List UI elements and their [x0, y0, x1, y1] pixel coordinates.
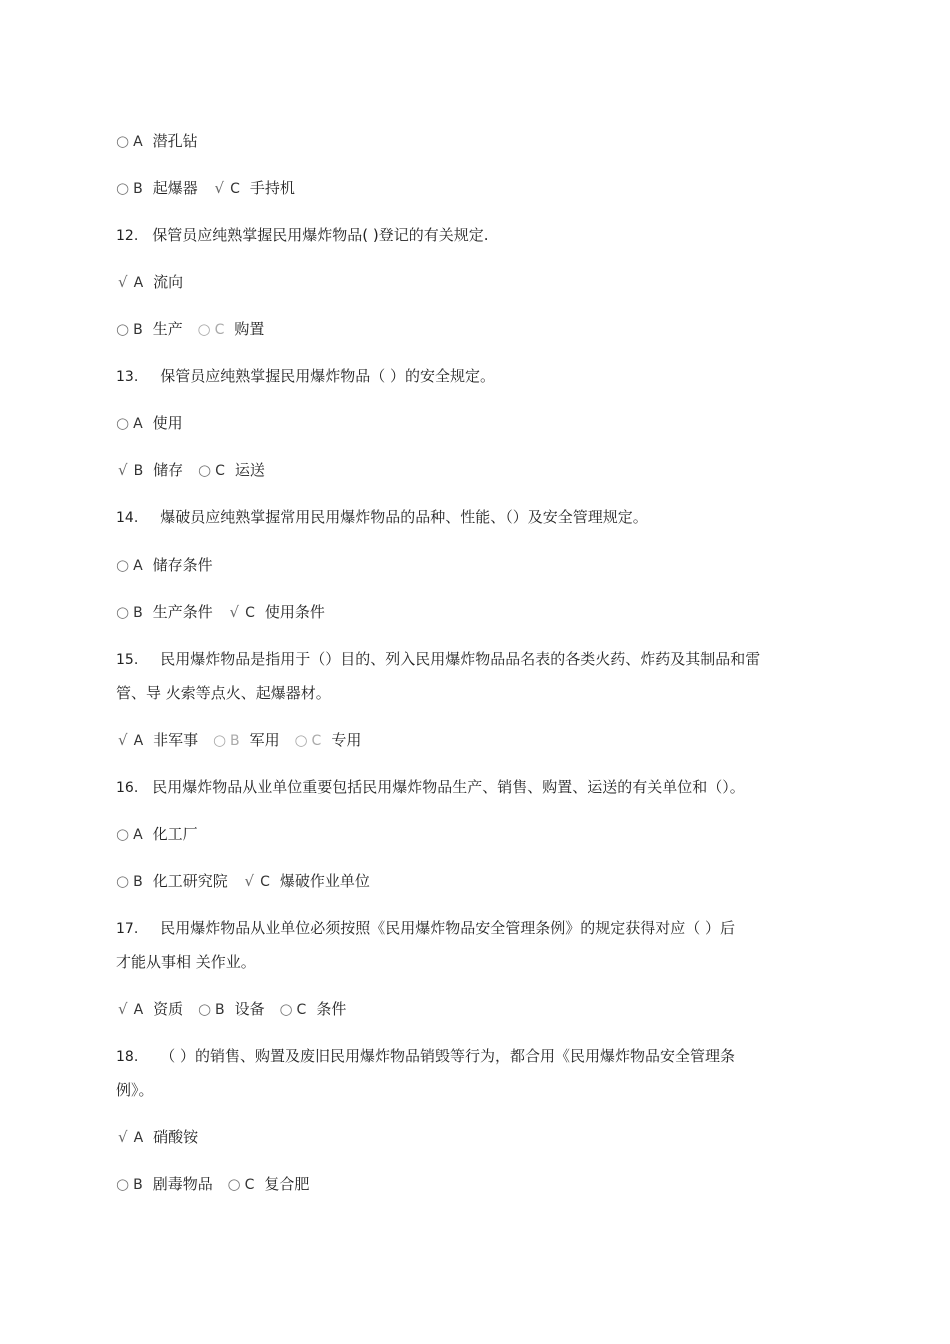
question-text: 民用爆炸物品从业单位重要包括民用爆炸物品生产、销售、购置、运送的有关单位和（）。	[152, 778, 745, 796]
q18-option-a[interactable]: √ A 硝酸铵	[118, 1128, 199, 1146]
check-mark-icon: √	[118, 273, 128, 291]
question-text: 民用爆炸物品是指用于（）目的、列入民用爆炸物品品名表的各类火药、炸药及其制品和雷	[160, 650, 761, 668]
radio-circle-icon: ○	[197, 1000, 212, 1018]
q15-option-b[interactable]: ○ B 军用	[212, 731, 280, 749]
check-mark-icon: √	[118, 461, 128, 479]
question-number: 14.	[116, 510, 139, 526]
question-number: 12.	[116, 228, 139, 244]
radio-circle-icon: ○	[116, 132, 130, 150]
question-number: 15.	[116, 652, 139, 668]
check-mark-icon: √	[118, 1128, 128, 1146]
q16-option-c[interactable]: √ C 爆破作业单位	[244, 872, 370, 890]
q14-option-b[interactable]: ○ B 生产条件	[116, 603, 213, 621]
q16-option-a[interactable]: ○ A 化工厂	[116, 825, 198, 843]
q13-options-row-1	[116, 413, 193, 434]
q17-question-cont	[116, 952, 256, 972]
radio-circle-icon: ○	[116, 1175, 130, 1193]
q16-question	[116, 777, 745, 798]
q17-question	[116, 918, 735, 939]
q18-option-b[interactable]: ○ B 剧毒物品	[116, 1175, 213, 1193]
q12-options-row-2	[116, 319, 274, 340]
q14-option-c[interactable]: √ C 使用条件	[229, 603, 325, 621]
q12-option-c[interactable]: ○ C 购置	[197, 320, 265, 338]
radio-circle-icon: ○	[279, 1000, 293, 1018]
check-mark-icon: √	[118, 1000, 128, 1018]
question-text: 爆破员应纯熟掌握常用民用爆炸物品的品种、性能、（）及安全管理规定。	[160, 508, 648, 526]
q11-option-a[interactable]: ○ A 潜孔钻	[116, 132, 198, 150]
radio-circle-icon: ○	[197, 461, 212, 479]
q16-option-b[interactable]: ○ B 化工研究院	[116, 872, 228, 890]
question-text: 保管员应纯熟掌握民用爆炸物品( )登记的有关规定.	[152, 226, 489, 244]
q17-option-a[interactable]: √ A 资质	[118, 1000, 184, 1018]
q13-option-a[interactable]: ○ A 使用	[116, 414, 183, 432]
q15-options-row-1	[116, 730, 371, 751]
q18-options-row-2	[116, 1174, 319, 1195]
q14-option-a[interactable]: ○ A 储存条件	[116, 556, 213, 574]
question-text: 管、导 火索等点火、起爆器材。	[116, 684, 331, 702]
check-mark-icon: √	[244, 872, 255, 890]
q17-options-row-1	[116, 999, 356, 1020]
question-text: 例》。	[116, 1081, 154, 1099]
q17-option-b[interactable]: ○ B 设备	[197, 1000, 265, 1018]
check-mark-icon: √	[229, 603, 240, 621]
question-text: 才能从事相 关作业。	[116, 953, 256, 971]
q15-question	[116, 649, 760, 670]
question-text: （ ）的销售、购置及废旧民用爆炸物品销毁等行为，都合用《民用爆炸物品安全管理条	[160, 1047, 736, 1065]
q12-option-b[interactable]: ○ B 生产	[116, 320, 183, 338]
radio-circle-icon: ○	[116, 320, 130, 338]
q11-option-b[interactable]: ○ B 起爆器	[116, 179, 198, 197]
radio-circle-icon: ○	[227, 1175, 241, 1193]
q18-option-c[interactable]: ○ C 复合肥	[227, 1175, 310, 1193]
q12-options-row-1	[116, 272, 193, 293]
q18-options-row-1	[116, 1127, 208, 1148]
q13-option-b[interactable]: √ B 储存	[118, 461, 184, 479]
q18-question	[116, 1046, 735, 1067]
q13-question	[116, 366, 495, 387]
q11-options-row-1	[116, 131, 208, 152]
radio-circle-icon: ○	[116, 556, 130, 574]
radio-circle-icon: ○	[116, 603, 130, 621]
radio-circle-icon: ○	[116, 414, 130, 432]
q16-options-row-2	[116, 871, 380, 892]
question-text: 保管员应纯熟掌握民用爆炸物品（ ）的安全规定。	[160, 367, 496, 385]
q14-question	[116, 507, 648, 528]
q16-options-row-1	[116, 824, 208, 845]
q12-option-a[interactable]: √ A 流向	[118, 273, 184, 291]
q17-option-c[interactable]: ○ C 条件	[279, 1000, 347, 1018]
q14-options-row-1	[116, 555, 223, 576]
check-mark-icon: √	[118, 731, 128, 749]
q15-option-a[interactable]: √ A 非军事	[118, 731, 199, 749]
radio-circle-icon: ○	[116, 825, 130, 843]
q12-question	[116, 225, 489, 246]
q15-question-cont	[116, 683, 331, 703]
radio-circle-icon: ○	[116, 179, 130, 197]
q18-question-cont	[116, 1080, 154, 1100]
radio-circle-icon: ○	[116, 872, 130, 890]
check-mark-icon: √	[214, 179, 225, 197]
q11-options-row-2	[116, 178, 305, 199]
radio-circle-icon: ○	[197, 320, 211, 338]
question-number: 18.	[116, 1049, 139, 1065]
question-number: 13.	[116, 369, 139, 385]
q14-options-row-2	[116, 602, 335, 623]
q13-options-row-2	[116, 460, 275, 481]
radio-circle-icon: ○	[212, 731, 227, 749]
q13-option-c[interactable]: ○ C 运送	[197, 461, 265, 479]
question-number: 16.	[116, 780, 139, 796]
radio-circle-icon: ○	[294, 731, 308, 749]
question-number: 17.	[116, 921, 139, 937]
q11-option-c[interactable]: √ C 手持机	[214, 179, 295, 197]
q15-option-c[interactable]: ○ C 专用	[294, 731, 362, 749]
question-text: 民用爆炸物品从业单位必须按照《民用爆炸物品安全管理条例》的规定获得对应（ ）后	[160, 919, 736, 937]
